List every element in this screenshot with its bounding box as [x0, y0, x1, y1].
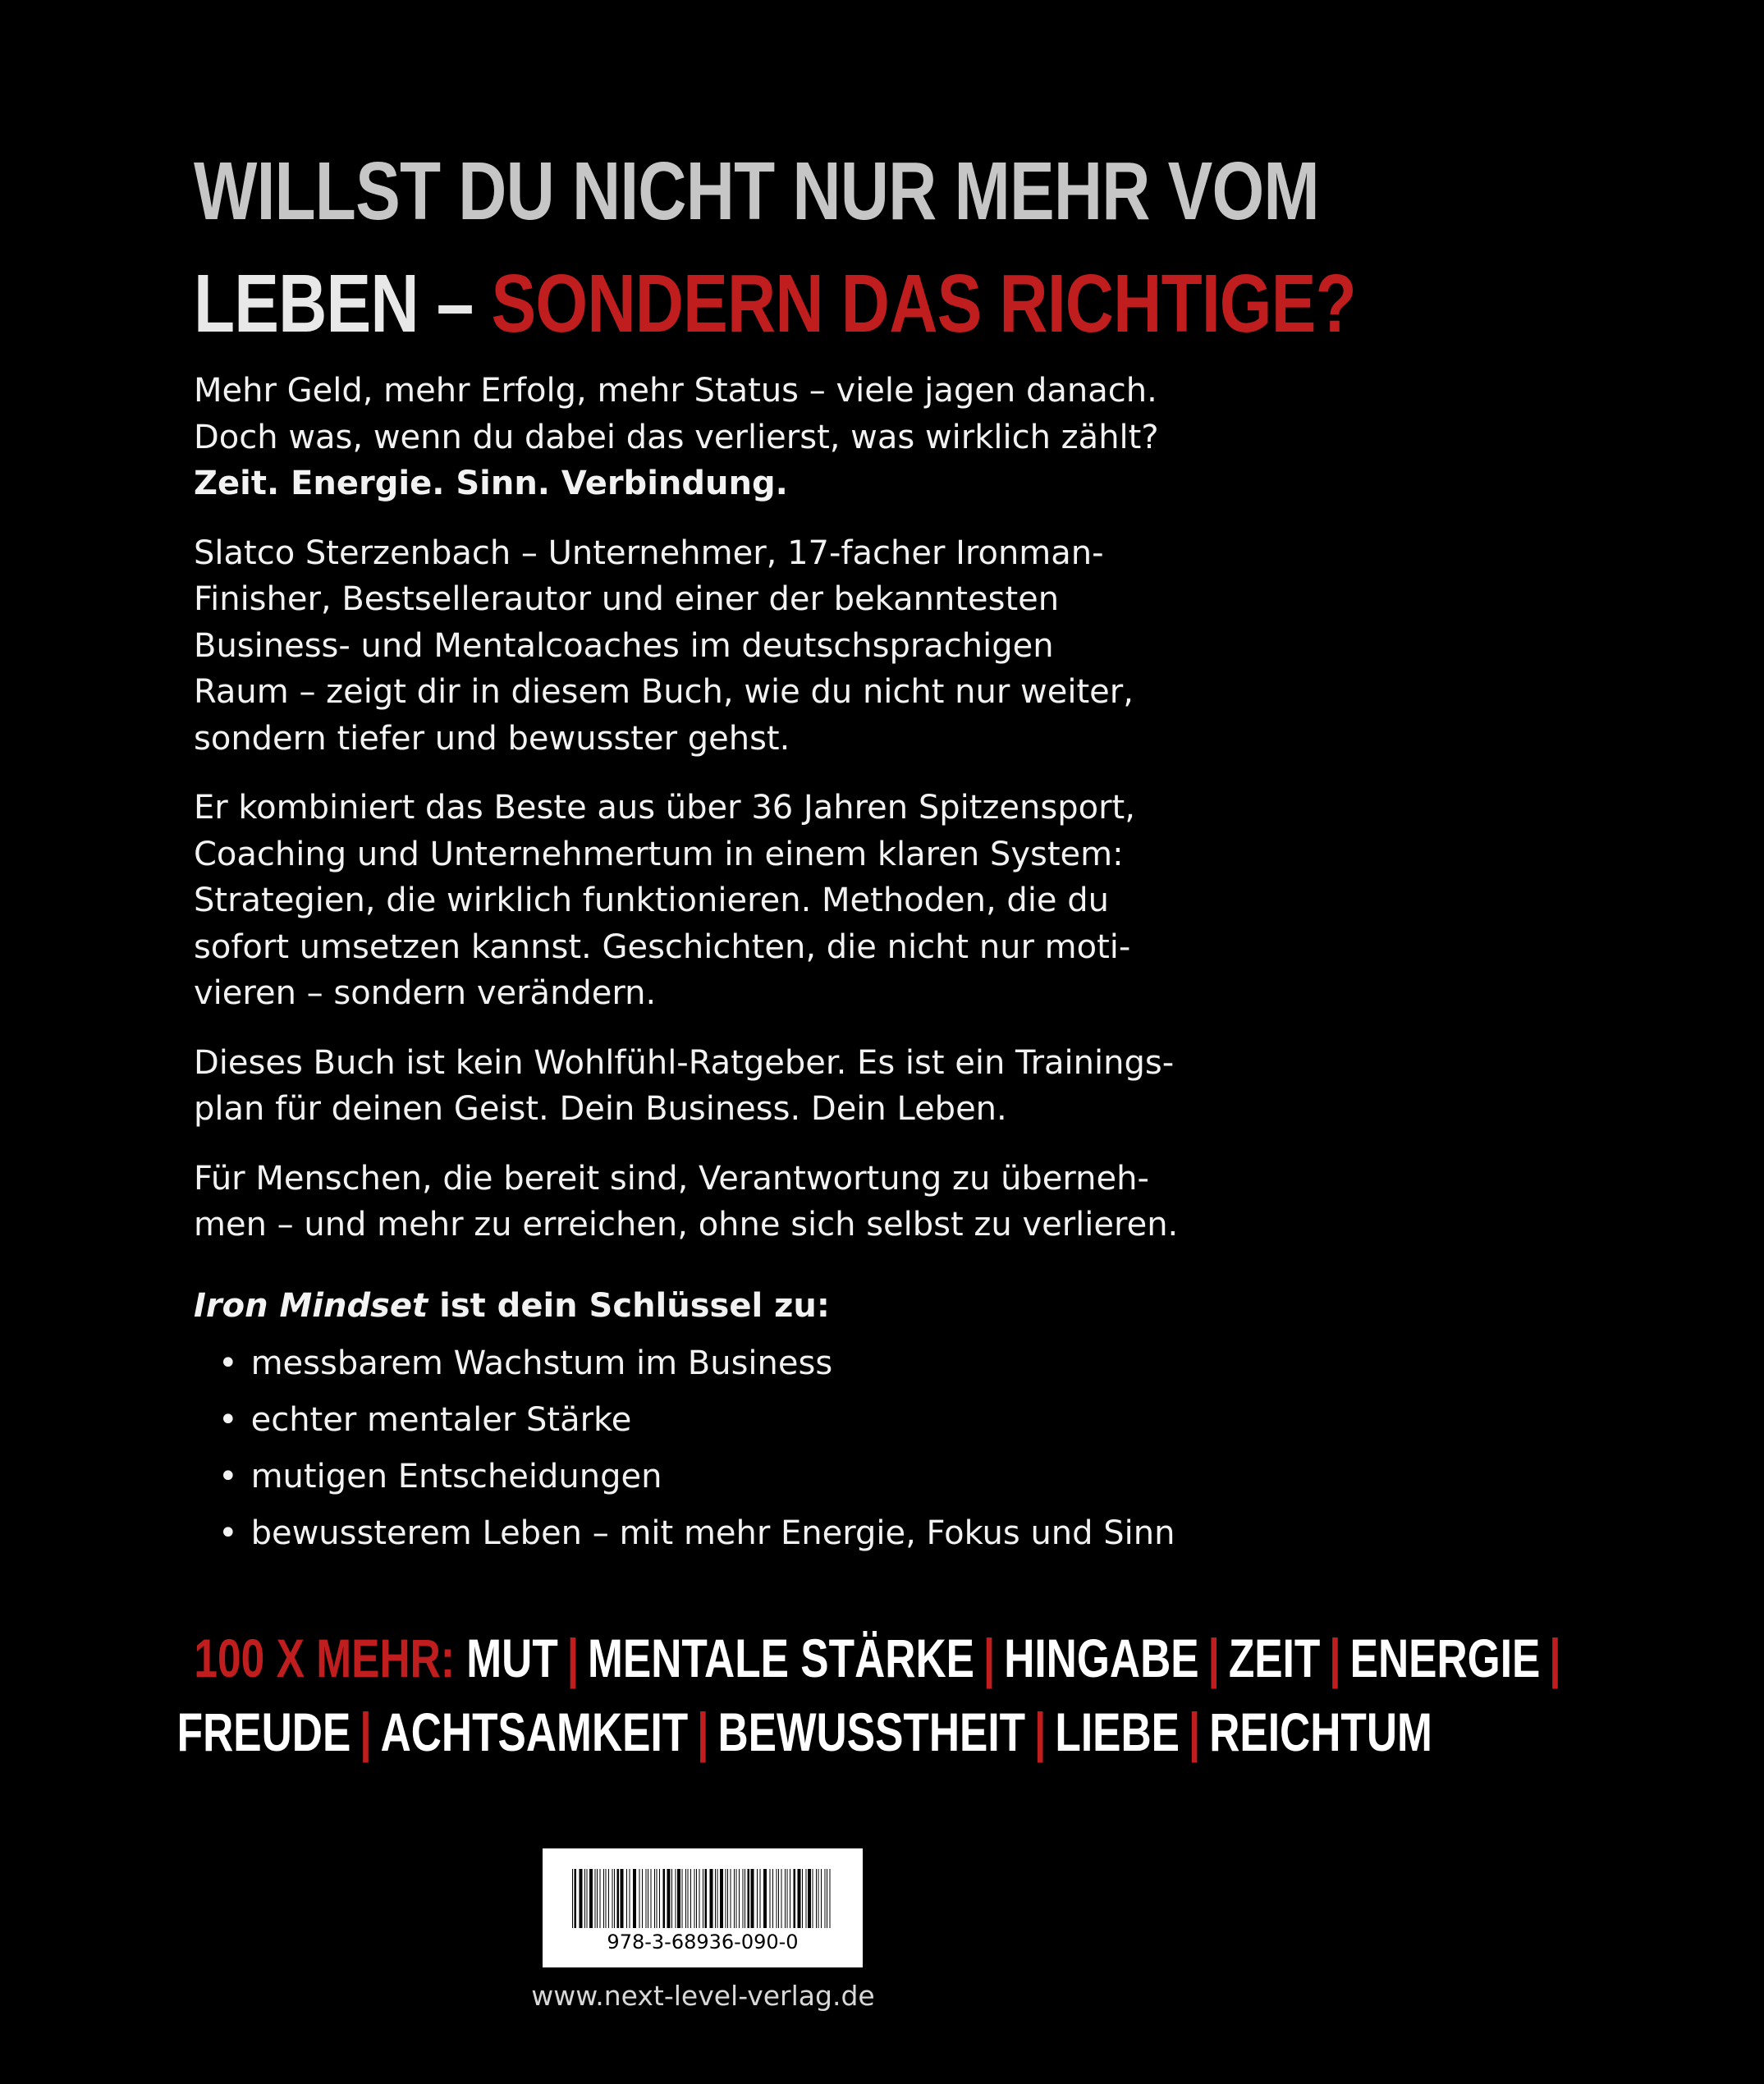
barcode-bar: [699, 1869, 700, 1928]
barcode-bar: [587, 1869, 588, 1928]
barcode-bar: [760, 1869, 761, 1928]
barcode-bar: [727, 1869, 728, 1928]
isbn-number: 978-3-68936-090-0: [607, 1931, 799, 1953]
barcode-bar: [772, 1869, 773, 1928]
headline-line-2: LEBEN – SONDERN DAS RICHTIGE?: [194, 258, 1356, 350]
barcode-bars: [569, 1869, 836, 1928]
publisher-url: www.next-level-verlag.de: [531, 1980, 875, 2012]
separator: |: [1034, 1702, 1047, 1762]
separator: |: [1207, 1628, 1220, 1688]
barcode-bar: [785, 1869, 786, 1928]
barcode-bar: [575, 1869, 577, 1928]
barcode-bar: [626, 1869, 627, 1928]
barcode-bar: [763, 1869, 767, 1928]
paragraph-3: Er kombiniert das Beste aus über 36 Jahren Spitzensport, Coaching und Unternehmertum in einem klaren System: Strategien, die wirklich funktionieren. Methoden, die du sofort umsetzen kannst. Geschichten, die nicht nur moti- vieren – sondern verändern.: [194, 789, 1135, 1012]
separator: |: [1329, 1628, 1341, 1688]
barcode-bar: [589, 1869, 593, 1928]
mehr-row-2: [0, 1701, 1432, 1763]
barcode-bar: [688, 1869, 689, 1928]
barcode-bar: [677, 1869, 680, 1928]
barcode-bar: [690, 1869, 691, 1928]
barcode-bar: [710, 1869, 713, 1928]
headline-line-1: WILLST DU NICHT NUR MEHR VOM: [194, 145, 1319, 237]
barcode-bar: [825, 1869, 826, 1928]
mehr-word: MENTALE STÄRKE: [588, 1628, 974, 1688]
mehr-word: LIEBE: [1055, 1702, 1180, 1762]
key-list: [194, 1335, 1244, 1562]
list-item: • messbarem Wachstum im Business: [218, 1335, 1244, 1392]
mehr-word: FREUDE: [176, 1702, 351, 1762]
barcode-bar: [798, 1869, 801, 1928]
barcode-bar: [808, 1869, 811, 1928]
barcode-bar: [757, 1869, 758, 1928]
mehr-label: 100 X MEHR:: [194, 1628, 455, 1688]
barcode-bar: [639, 1869, 640, 1928]
barcode-bar: [646, 1869, 647, 1928]
barcode-bar: [621, 1869, 624, 1928]
barcode-bar: [715, 1869, 716, 1928]
list-item: • mutigen Entscheidungen: [218, 1449, 1244, 1505]
barcode-bar: [614, 1869, 615, 1928]
mehr-word: ZEIT: [1228, 1628, 1321, 1688]
paragraph-5: Für Menschen, die bereit sind, Verantwortung zu überneh- men – und mehr zu erreichen, ohne sich selbst zu verlieren.: [194, 1159, 1179, 1244]
barcode-bar: [580, 1869, 583, 1928]
barcode-bar: [606, 1869, 607, 1928]
barcode-bar: [751, 1869, 754, 1928]
barcode-bar: [830, 1869, 831, 1928]
headline: [194, 135, 1356, 360]
barcode-bar: [667, 1869, 671, 1928]
barcode-bar: [633, 1869, 636, 1928]
barcode-bar: [682, 1869, 683, 1928]
paragraph-1-bold: Zeit. Energie. Sinn. Verbindung.: [194, 465, 788, 502]
barcode-bar: [600, 1869, 601, 1928]
barcode-bar: [802, 1869, 803, 1928]
list-item: • echter mentaler Stärke: [218, 1392, 1244, 1449]
barcode-bar: [694, 1869, 695, 1928]
mehr-word: MUT: [466, 1628, 558, 1688]
barcode-bar: [816, 1869, 817, 1928]
barcode-bar: [739, 1869, 740, 1928]
separator: |: [697, 1702, 709, 1762]
barcode-bar: [659, 1869, 660, 1928]
barcode-bar: [736, 1869, 737, 1928]
blurb-text: [194, 368, 1244, 1562]
mehr-word: HINGABE: [1004, 1628, 1199, 1688]
barcode: [543, 1848, 863, 1967]
separator: |: [566, 1628, 580, 1688]
barcode-bar: [584, 1869, 585, 1928]
barcode-bar: [651, 1869, 652, 1928]
barcode-bar: [671, 1869, 672, 1928]
barcode-bar: [720, 1869, 723, 1928]
paragraph-2: Slatco Sterzenbach – Unternehmer, 17-facher Ironman- Finisher, Bestsellerautor und einer der bekanntesten Business- und Mentalcoaches im deutschsprachigen Raum – zeigt dir in diesem Buch, wie du nicht nur weiter, sondern tiefer und bewusster gehst.: [194, 534, 1134, 758]
barcode-bar: [794, 1869, 796, 1928]
barcode-bar: [781, 1869, 782, 1928]
barcode-bar: [770, 1869, 771, 1928]
barcode-bar: [617, 1869, 620, 1928]
barcode-bar: [743, 1869, 744, 1928]
barcode-bar: [778, 1869, 779, 1928]
barcode-bar: [818, 1869, 819, 1928]
book-title: Iron Mindset: [194, 1286, 428, 1325]
mehr-word: BEWUSSTHEIT: [717, 1702, 1026, 1762]
barcode-bar: [748, 1869, 750, 1928]
barcode-bar: [717, 1869, 718, 1928]
barcode-bar: [612, 1869, 613, 1928]
barcode-bar: [821, 1869, 822, 1928]
separator: |: [1549, 1628, 1561, 1688]
barcode-bar: [572, 1869, 573, 1928]
separator: |: [1188, 1702, 1201, 1762]
barcode-bar: [603, 1869, 604, 1928]
barcode-bar: [608, 1869, 609, 1928]
paragraph-4: Dieses Buch ist kein Wohlfühl-Ratgeber. Es ist ein Trainings- plan für deinen Geist. Dein Business. Dein Leben.: [194, 1043, 1175, 1128]
headline-red-text: SONDERN DAS RICHTIGE?: [491, 258, 1356, 350]
key-list-title: Iron Mindset ist dein Schlüssel zu:: [194, 1286, 830, 1325]
barcode-bar: [595, 1869, 596, 1928]
barcode-bar: [597, 1869, 598, 1928]
barcode-bar: [705, 1869, 708, 1928]
barcode-bar: [642, 1869, 643, 1928]
barcode-bar: [734, 1869, 735, 1928]
barcode-bar: [654, 1869, 655, 1928]
paragraph-1: Mehr Geld, mehr Erfolg, mehr Status – viele jagen danach. Doch was, wenn du dabei das verlierst, was wirklich zählt? Zeit. Energie. Sinn. Verbindung.: [194, 372, 1159, 502]
barcode-bar: [663, 1869, 666, 1928]
mehr-word: REICHTUM: [1209, 1702, 1432, 1762]
barcode-bar: [696, 1869, 697, 1928]
mehr-word: ENERGIE: [1349, 1628, 1541, 1688]
list-item: • bewussterem Leben – mit mehr Energie, Fokus und Sinn: [218, 1505, 1244, 1562]
mehr-row-1: [0, 1627, 1561, 1689]
mehr-word: ACHTSAMKEIT: [380, 1702, 689, 1762]
barcode-bar: [787, 1869, 788, 1928]
barcode-bar: [685, 1869, 686, 1928]
separator: |: [983, 1628, 996, 1688]
barcode-bar: [806, 1869, 807, 1928]
separator: |: [360, 1702, 372, 1762]
